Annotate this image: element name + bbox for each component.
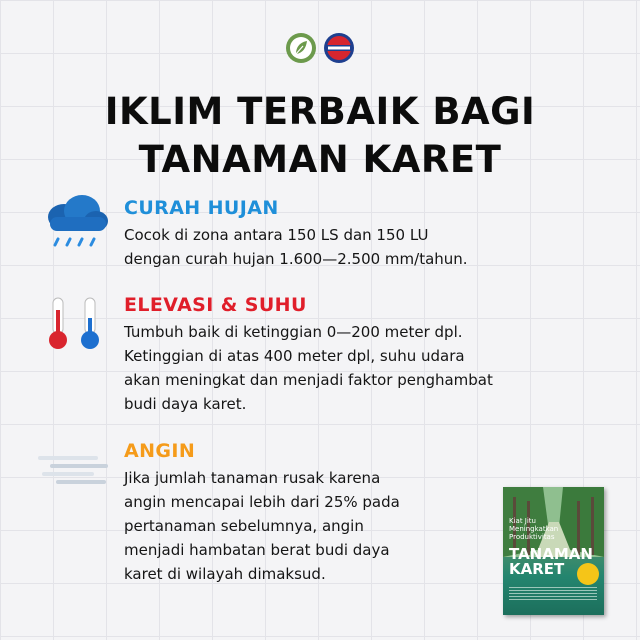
section-heading: ELEVASI & SUHU (124, 294, 307, 316)
section-elevasi-suhu (124, 294, 604, 416)
publisher-logos (0, 32, 640, 64)
body-line: pertanaman sebelumnya, angin (124, 517, 364, 535)
body-line: budi daya karet. (124, 395, 247, 413)
body-line: angin mencapai lebih dari 25% pada (124, 493, 400, 511)
body-line: karet di wilayah dimaksud. (124, 565, 326, 583)
section-heading: ANGIN (124, 440, 196, 462)
body-line: Ketinggian di atas 400 meter dpl, suhu udara (124, 347, 465, 365)
wind-icon (36, 450, 112, 490)
book-subtitle-line: Produktivitas (509, 533, 555, 541)
body-line: akan meningkat dan menjadi faktor penghambat (124, 371, 493, 389)
title-line-2: TANAMAN KARET (138, 138, 502, 181)
thermometer-icon (44, 294, 108, 352)
book-cover (503, 487, 604, 615)
book-subtitle-line: Kiat Jitu (509, 517, 536, 525)
book-text-block (509, 587, 597, 601)
book-title-line: KARET (509, 560, 565, 578)
rain-cloud-icon (40, 193, 112, 251)
body-line: Jika jumlah tanaman rusak karena (124, 469, 381, 487)
book-subtitle-line: Meningkatkan (509, 525, 559, 533)
body-line: menjadi hambatan berat budi daya (124, 541, 390, 559)
leaf-logo-icon (285, 32, 317, 64)
body-line: Tumbuh baik di ketinggian 0—200 meter dpl. (124, 323, 463, 341)
section-heading: CURAH HUJAN (124, 197, 279, 219)
body-line: dengan curah hujan 1.600—2.500 mm/tahun. (124, 250, 468, 268)
section-body (124, 466, 484, 586)
section-body (124, 320, 604, 416)
book-badge (577, 563, 599, 585)
section-curah-hujan (124, 197, 604, 271)
body-line: Cocok di zona antara 150 LS dan 150 LU (124, 226, 429, 244)
page-title (0, 88, 640, 184)
book-title-line: TANAMAN (509, 545, 593, 563)
publisher-badge-icon (323, 32, 355, 64)
section-body (124, 223, 604, 271)
title-line-1: IKLIM TERBAIK BAGI (104, 90, 536, 133)
